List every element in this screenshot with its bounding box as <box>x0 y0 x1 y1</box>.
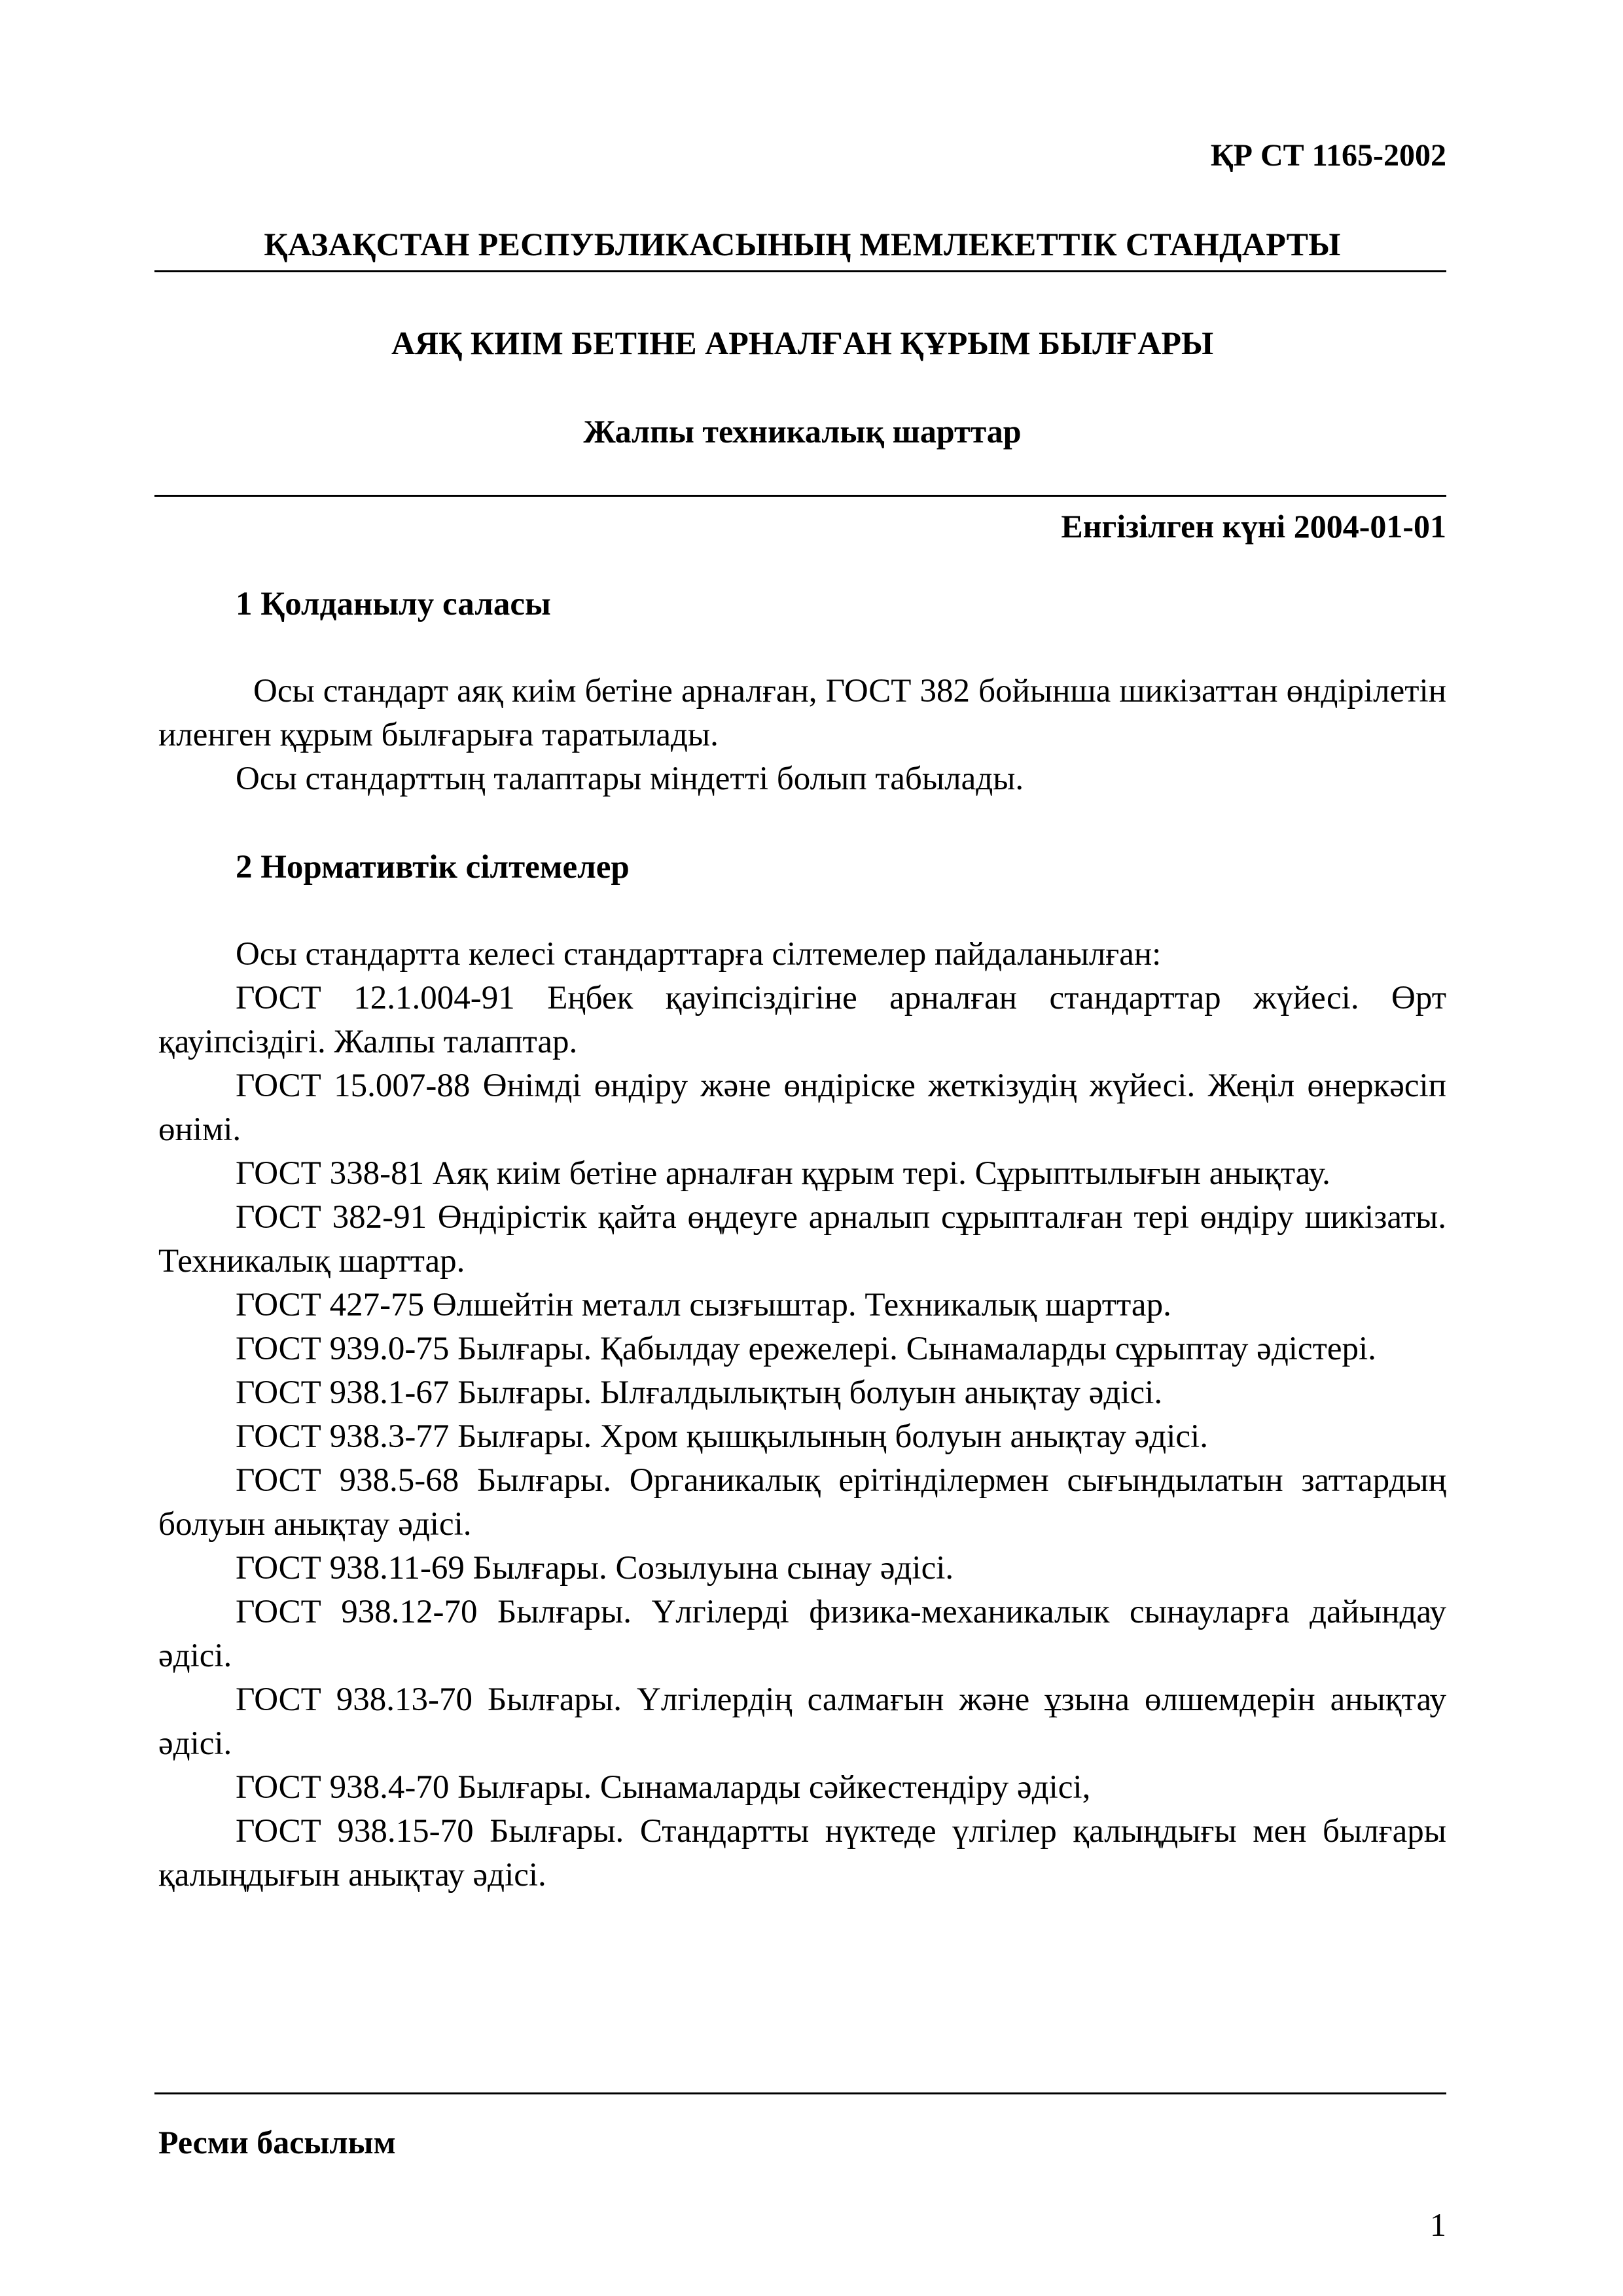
reference-item: ГОСТ 338-81 Аяқ киім бетіне арналған құрым тері. Сұрыптылығын анықтау. <box>236 1155 1330 1192</box>
reference-item: ГОСТ 938.12-70 Былғары. Үлгілерді физика-механикалык сынауларға дайындау әдісі. <box>158 1594 1446 1674</box>
section-1-paragraph: Осы стандарт аяқ киім бетіне арналған, ГОСТ 382 бойынша шикізаттан өндірілетін иленген құрым былғарыға таратылады. <box>158 673 1446 753</box>
reference-item: ГОСТ 12.1.004-91 Еңбек қауіпсіздігіне арналған стандарттар жүйесі. Өрт қауіпсіздігі. Жалпы талаптар. <box>158 980 1446 1060</box>
reference-item: ГОСТ 938.4-70 Былғары. Сынамаларды сәйкестендіру әдісі, <box>236 1769 1091 1806</box>
section-1-paragraph: Осы стандарттың талаптары міндетті болып табылады. <box>236 761 1024 797</box>
state-standard-heading: ҚАЗАҚСТАН РЕСПУБЛИКАСЫНЫҢ МЕМЛЕКЕТТІК СТАНДАРТЫ <box>264 226 1341 262</box>
page-number: 1 <box>1430 2206 1446 2243</box>
title-rule <box>154 495 1446 497</box>
section-2-heading: 2 Нормативтік сілтемелер <box>236 849 630 886</box>
reference-item: ГОСТ 938.5-68 Былғары. Органикалық ерітінділермен сығындылатын заттардың болуын анықтау әдісі. <box>158 1462 1446 1543</box>
header-rule <box>154 270 1446 272</box>
reference-item: ГОСТ 427-75 Өлшейтін металл сызғыштар. Техникалық шарттар. <box>236 1287 1171 1323</box>
reference-item: ГОСТ 938.15-70 Былғары. Стандартты нүктеде үлгілер қалыңдығы мен былғары қалыңдығын анықтау әдісі. <box>158 1813 1446 1893</box>
standard-code: ҚР СТ 1165-2002 <box>1210 138 1446 173</box>
introduction-date: Енгізілген күні 2004-01-01 <box>1061 508 1446 545</box>
section-1-heading: 1 Қолданылу саласы <box>236 586 551 622</box>
spacer <box>158 626 1446 670</box>
reference-item: ГОСТ 938.11-69 Былғары. Созылуына сынау әдісі. <box>236 1550 954 1587</box>
reference-item: ГОСТ 938.13-70 Былғары. Үлгілердің салмағын және ұзына өлшемдерін анықтау әдісі. <box>158 1681 1446 1762</box>
section-2-intro: Осы стандартта келесі стандарттарға сілтемелер пайдаланылған: <box>236 936 1162 973</box>
spacer <box>158 801 1446 846</box>
spacer <box>158 889 1446 933</box>
reference-item: ГОСТ 382-91 Өндірістік қайта өңдеуге арналып сұрыпталған тері өндіру шикізаты. Техникалық шарттар. <box>158 1199 1446 1280</box>
document-subtitle: Жалпы техникалық шарттар <box>583 413 1022 450</box>
reference-item: ГОСТ 939.0-75 Былғары. Қабылдау ережелері. Сынамаларды сұрыптау әдістері. <box>236 1331 1376 1367</box>
document-title: АЯҚ КИІМ БЕТІНЕ АРНАЛҒАН ҚҰРЫМ БЫЛҒАРЫ <box>391 325 1214 361</box>
document-body <box>158 583 1446 1897</box>
reference-item: ГОСТ 15.007-88 Өнімді өндіру және өндіріске жеткізудің жүйесі. Жеңіл өнеркәсіп өнімі. <box>158 1067 1446 1148</box>
reference-item: ГОСТ 938.3-77 Былғары. Хром қышқылының болуын анықтау әдісі. <box>236 1418 1208 1455</box>
official-edition-label: Ресми басылым <box>158 2124 396 2161</box>
reference-item: ГОСТ 938.1-67 Былғары. Ылғалдылықтың болуын анықтау әдісі. <box>236 1374 1163 1411</box>
footer-rule <box>154 2092 1446 2094</box>
